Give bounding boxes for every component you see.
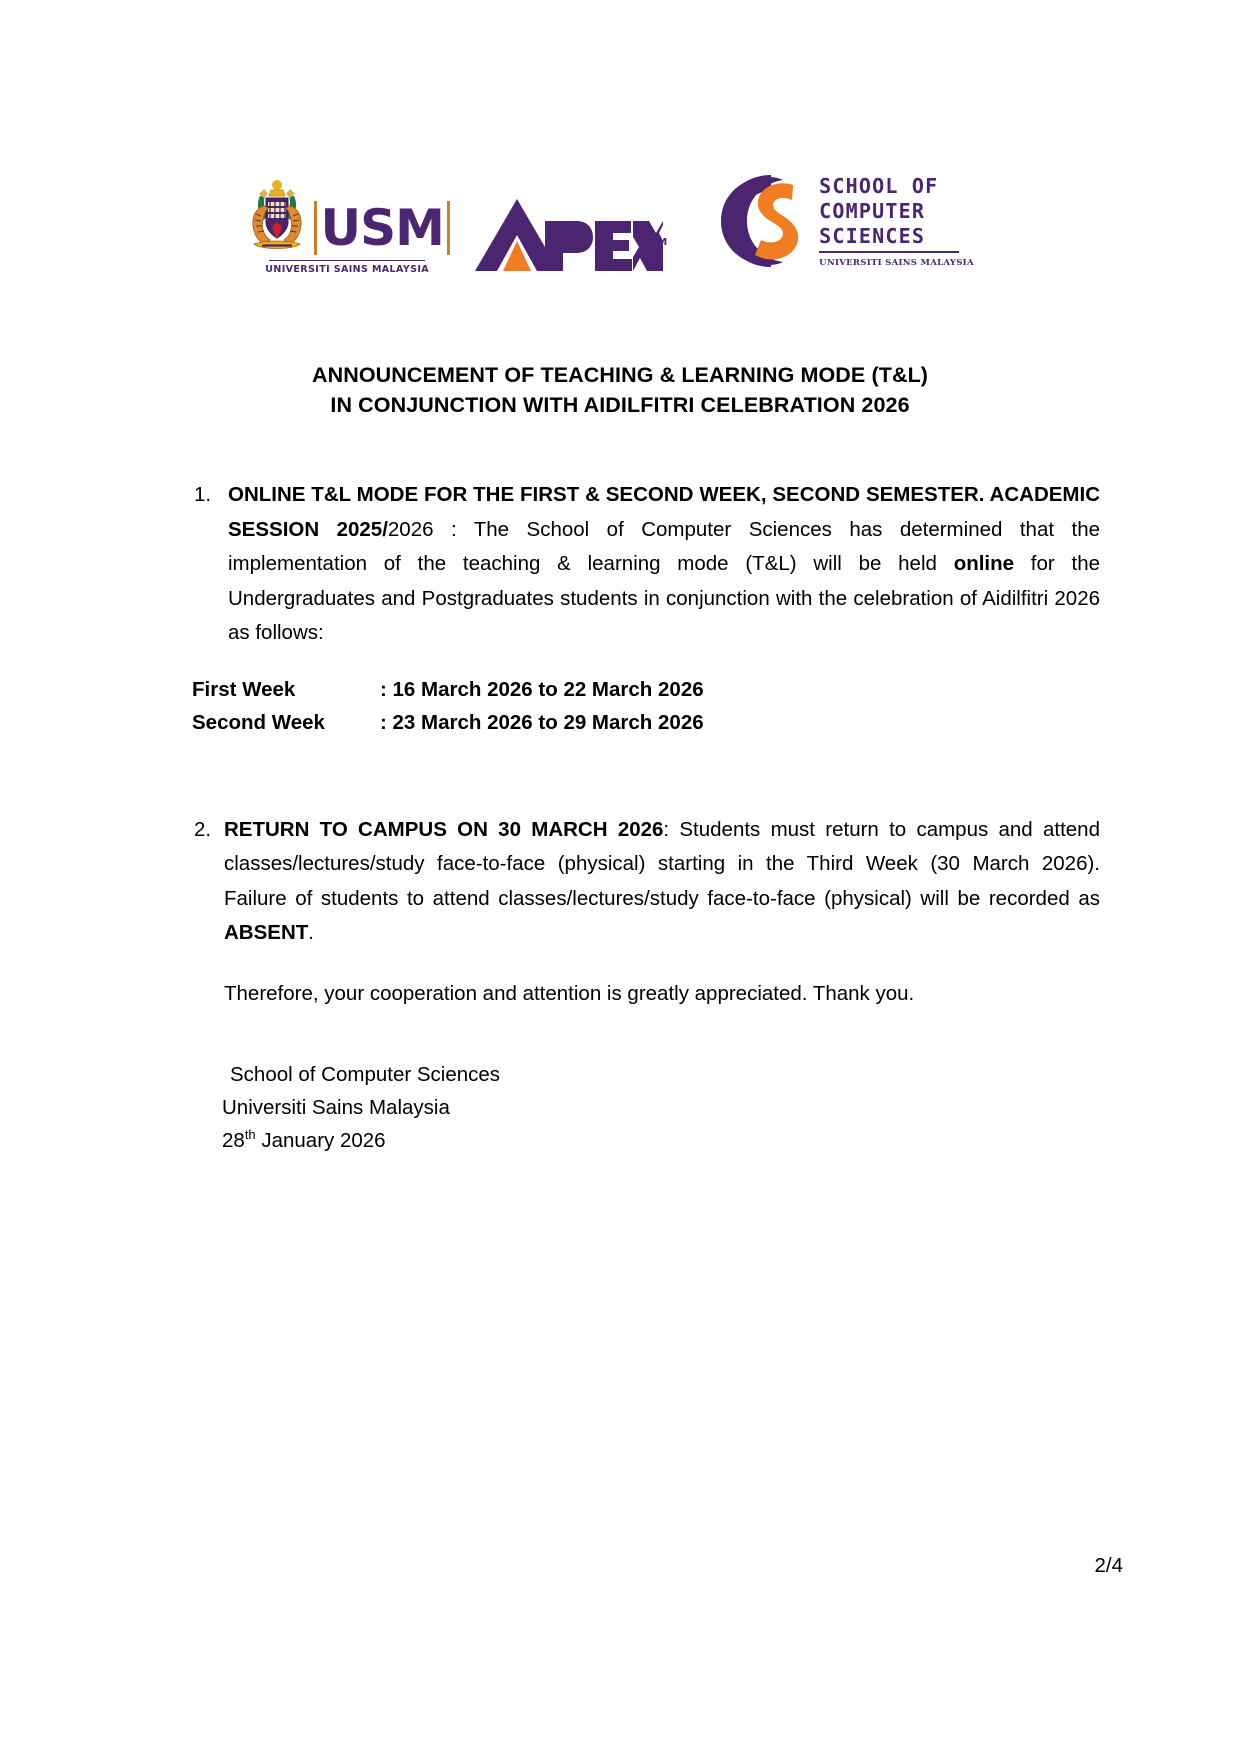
item2-absent-bold: ABSENT [224, 921, 309, 944]
scs-subtitle: UNIVERSITI SAINS MALAYSIA [819, 257, 974, 268]
closing-paragraph: Therefore, your cooperation and attention is greatly appreciated. Thank you. [224, 981, 915, 1005]
apex-logo [473, 197, 668, 275]
item2-body-start: : Students must return to campus and attend classes/lectures/study face-to-face (physical) starting in the Third Week (30 March 2026). Failure of students to attend classes/lectures/study face-to-face (physical) will be recorded as [224, 817, 1100, 910]
signature-line-2: Universiti Sains Malaysia [222, 1096, 450, 1119]
apex-wordmark-icon [473, 197, 663, 275]
announcement-body [190, 478, 1100, 1011]
usm-right-rule [447, 201, 450, 255]
item2-heading: RETURN TO CAMPUS ON 30 MARCH 2026 [224, 817, 664, 841]
usm-wordmark [314, 198, 449, 258]
usm-caption-rule [269, 260, 425, 261]
school-of-computer-sciences-logo [711, 167, 974, 275]
scs-rule [819, 251, 959, 253]
signature-block [222, 1058, 500, 1157]
malaysia-crest-icon [244, 176, 310, 258]
item2-body-end: . [308, 921, 314, 944]
item1-online-bold: online [953, 552, 1015, 575]
signature-date-number: 28 [222, 1129, 245, 1152]
announcement-title [150, 360, 1090, 420]
list-item-1-text [228, 478, 1100, 651]
scs-line-3: SCIENCES [819, 224, 926, 249]
scs-line-2: COMPUTER [819, 199, 926, 224]
first-week-label: First Week [192, 677, 296, 701]
logo-header-band [0, 150, 1241, 275]
list-item-2-text [224, 813, 1100, 951]
item1-tail: for the Undergraduates and Postgraduates students in conjunction with the celebration of Aidilfitri 2026 as follows: [228, 552, 1100, 644]
item1-after-heading: 2026 : The School of Computer Sciences has determined that the implementation of the teaching & learning mode (T&L) will be held [228, 517, 1100, 575]
scs-line-1: SCHOOL OF [819, 174, 939, 199]
usm-logo [265, 176, 444, 275]
scs-text-block [819, 174, 974, 268]
signature-date-rest: January 2026 [255, 1129, 386, 1152]
signature-date [222, 1124, 500, 1157]
usm-caption: UNIVERSITI SAINS MALAYSIA [265, 264, 430, 275]
week-schedule [192, 673, 1100, 739]
title-line-1: ANNOUNCEMENT OF TEACHING & LEARNING MODE (T&L) [311, 363, 929, 387]
title-line-2: IN CONJUNCTION WITH AIDILFITRI CELEBRATION 2026 [330, 393, 910, 417]
signature-date-suffix: th [244, 1127, 256, 1143]
usm-logo-row [244, 176, 449, 258]
usm-letters: USM [320, 199, 444, 257]
first-week-value: : 16 March 2026 to 22 March 2026 [380, 677, 704, 701]
second-week-value: : 23 March 2026 to 29 March 2026 [380, 710, 704, 734]
list-item-2-number: 2. [194, 817, 212, 841]
week-row-first [192, 673, 1100, 706]
list-item-1-number: 1. [194, 483, 212, 506]
signature-line-1: School of Computer Sciences [230, 1063, 501, 1086]
week-row-second [192, 706, 1100, 739]
page-number: 2/4 [1094, 1554, 1123, 1577]
scs-cs-monogram-icon [711, 169, 807, 273]
item1-heading: ONLINE T&L MODE FOR THE FIRST & SECOND WEEK, SECOND SEMESTER. ACADEMIC SESSION 2025/ [228, 483, 1100, 541]
apex-trademark: TM [650, 237, 668, 248]
list-item-1 [190, 478, 1100, 651]
list-item-2 [190, 813, 1100, 951]
second-week-label: Second Week [192, 710, 325, 734]
